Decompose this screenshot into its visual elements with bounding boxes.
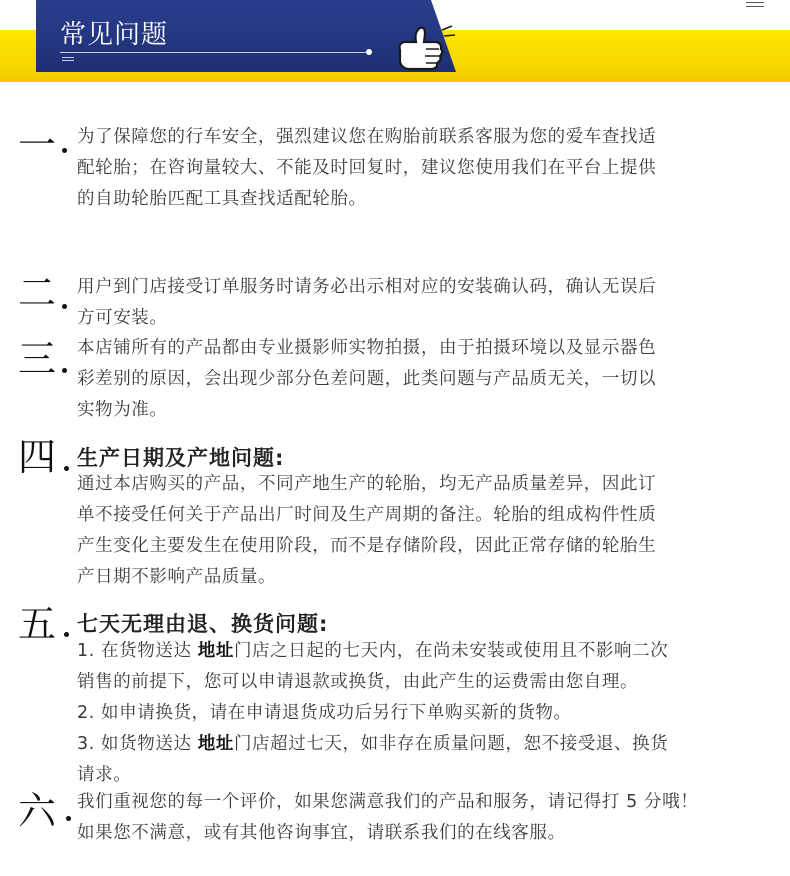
item-1-prefix: 1. 在货物送达	[77, 641, 198, 661]
section-5-item-3-cont: 请求。	[77, 765, 132, 785]
section-5-item-2: 2. 如申请换货，请在申请退货成功后另行下单购买新的货物。	[77, 703, 572, 723]
item-3-prefix: 3. 如货物送达	[77, 734, 198, 754]
section-5-item-1-cont: 销售的前提下，您可以申请退款或换货，由此产生的运费需由您自理。	[77, 672, 639, 692]
section-1-text	[77, 122, 742, 215]
section-6-line: 我们重视您的每一个评价，如果您满意我们的产品和服务，请记得打 5 分哦！	[77, 792, 699, 812]
section-numeral-3: 三	[18, 337, 57, 381]
section-4-heading: 生产日期及产地问题:	[77, 446, 285, 470]
section-6-line: 如果您不满意，或有其他咨询事宜，请联系我们的在线客服。	[77, 823, 566, 843]
section-numeral-2: 二	[18, 271, 57, 315]
title-underline	[60, 52, 370, 53]
section-1-line: 的自助轮胎匹配工具查找适配轮胎。	[77, 189, 367, 209]
section-4-line: 单不接受任何关于产品出厂时间及生产周期的备注。轮胎的组成构件性质	[77, 505, 657, 525]
section-numeral-6: 六	[18, 789, 57, 833]
section-numeral-1: 一	[18, 123, 57, 167]
section-4-line: 通过本店购买的产品，不同产地生产的轮胎，均无产品质量差异，因此订	[77, 474, 657, 494]
section-5-text	[77, 636, 742, 791]
page-title: 常见问题	[60, 20, 169, 50]
section-numeral-5: 五	[18, 602, 57, 646]
section-3-line: 本店铺所有的产品都由专业摄影师实物拍摄，由于拍摄环境以及显示器色	[77, 338, 657, 358]
section-2-text	[77, 272, 742, 334]
section-4-line: 产日期不影响产品质量。	[77, 567, 277, 587]
numeral-dot	[62, 148, 67, 153]
numeral-dot	[64, 466, 69, 471]
address-bold: 地址	[197, 641, 234, 661]
section-5-item-3	[77, 729, 742, 760]
numeral-dot	[66, 816, 71, 821]
section-1-line: 为了保障您的行车安全，强烈建议您在购胎前联系客服为您的爱车查找适	[77, 127, 657, 147]
section-3-line: 实物为准。	[77, 400, 168, 420]
section-4-text	[77, 469, 742, 593]
section-3-text	[77, 333, 742, 426]
numeral-dot	[62, 304, 67, 309]
section-2-line: 方可安装。	[77, 308, 168, 328]
item-1-suffix: 门店之日起的七天内，在尚未安装或使用且不影响二次	[233, 641, 669, 661]
title-underline-dot	[366, 49, 372, 55]
item-3-suffix: 门店超过七天，如非存在质量问题，恕不接受退、换货	[233, 734, 669, 754]
menu-lines-icon	[746, 2, 764, 10]
section-numeral-4: 四	[18, 435, 57, 479]
section-3-line: 彩差别的原因，会出现少部分色差问题，此类问题与产品质无关，一切以	[77, 369, 657, 389]
numeral-dot	[62, 368, 67, 373]
section-5-heading: 七天无理由退、换货问题:	[77, 612, 329, 636]
section-2-line: 用户到门店接受订单服务时请务必出示相对应的安装确认码，确认无误后	[77, 277, 657, 297]
address-bold: 地址	[197, 734, 234, 754]
title-mini-lines	[62, 57, 74, 63]
section-1-line: 配轮胎；在咨询量较大、不能及时回复时，建议您使用我们在平台上提供	[77, 158, 657, 178]
thumbs-up-mascot-icon	[392, 22, 458, 72]
numeral-dot	[64, 632, 69, 637]
section-6-text	[77, 787, 742, 849]
section-5-item-1	[77, 636, 742, 667]
section-4-line: 产生变化主要发生在使用阶段，而不是存储阶段，因此正常存储的轮胎生	[77, 536, 657, 556]
